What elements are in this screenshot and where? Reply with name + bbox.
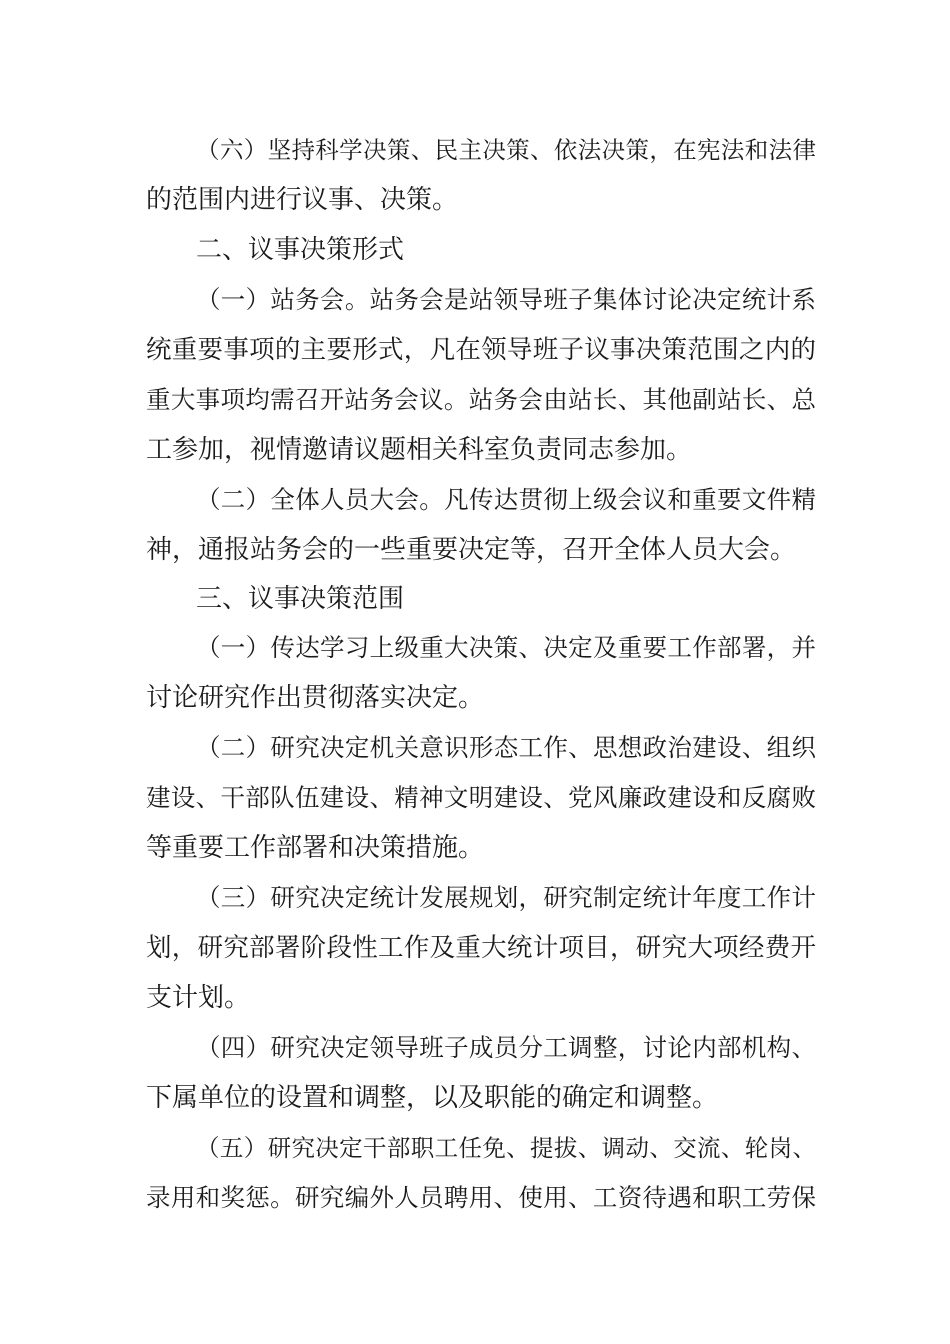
paragraph-line: （二）研究决定机关意识形态工作、思想政治建设、组织: [196, 733, 816, 762]
paragraph-line: 支计划。: [146, 983, 251, 1013]
paragraph-line: 划，研究部署阶段性工作及重大统计项目，研究大项经费开: [146, 933, 816, 963]
paragraph-line: （三）研究决定统计发展规划，研究制定统计年度工作计: [196, 883, 816, 912]
paragraph-line: 等重要工作部署和决策措施。: [146, 833, 485, 863]
paragraph-line: （二）全体人员大会。凡传达贯彻上级会议和重要文件精: [196, 485, 816, 514]
paragraph-line: 下属单位的设置和调整，以及职能的确定和调整。: [146, 1083, 719, 1113]
paragraph-line: 的范围内进行议事、决策。: [146, 185, 459, 215]
paragraph-line: （六）坚持科学决策、民主决策、依法决策，在宪法和法律: [196, 136, 816, 164]
paragraph-line: （五）研究决定干部职工任免、提拔、调动、交流、轮岗、: [196, 1134, 816, 1162]
paragraph-line: 录用和奖惩。研究编外人员聘用、使用、工资待遇和职工劳保: [146, 1183, 816, 1212]
paragraph-line: 统重要事项的主要形式，凡在领导班子议事决策范围之内的: [146, 335, 816, 365]
section-heading: 二、议事决策形式: [196, 235, 405, 265]
paragraph-line: （一）传达学习上级重大决策、决定及重要工作部署，并: [196, 633, 816, 662]
paragraph-line: 建设、干部队伍建设、精神文明建设、党风廉政建设和反腐败: [146, 783, 816, 812]
paragraph-line: 重大事项均需召开站务会议。站务会由站长、其他副站长、总: [146, 385, 816, 414]
paragraph-line: 讨论研究作出贯彻落实决定。: [146, 683, 485, 713]
paragraph-line: （一）站务会。站务会是站领导班子集体讨论决定统计系: [196, 285, 816, 314]
paragraph-line: （四）研究决定领导班子成员分工调整，讨论内部机构、: [196, 1033, 816, 1062]
paragraph-line: 工参加，视情邀请议题相关科室负责同志参加。: [146, 435, 693, 465]
section-heading: 三、议事决策范围: [196, 584, 405, 614]
paragraph-line: 神，通报站务会的一些重要决定等，召开全体人员大会。: [146, 535, 797, 565]
